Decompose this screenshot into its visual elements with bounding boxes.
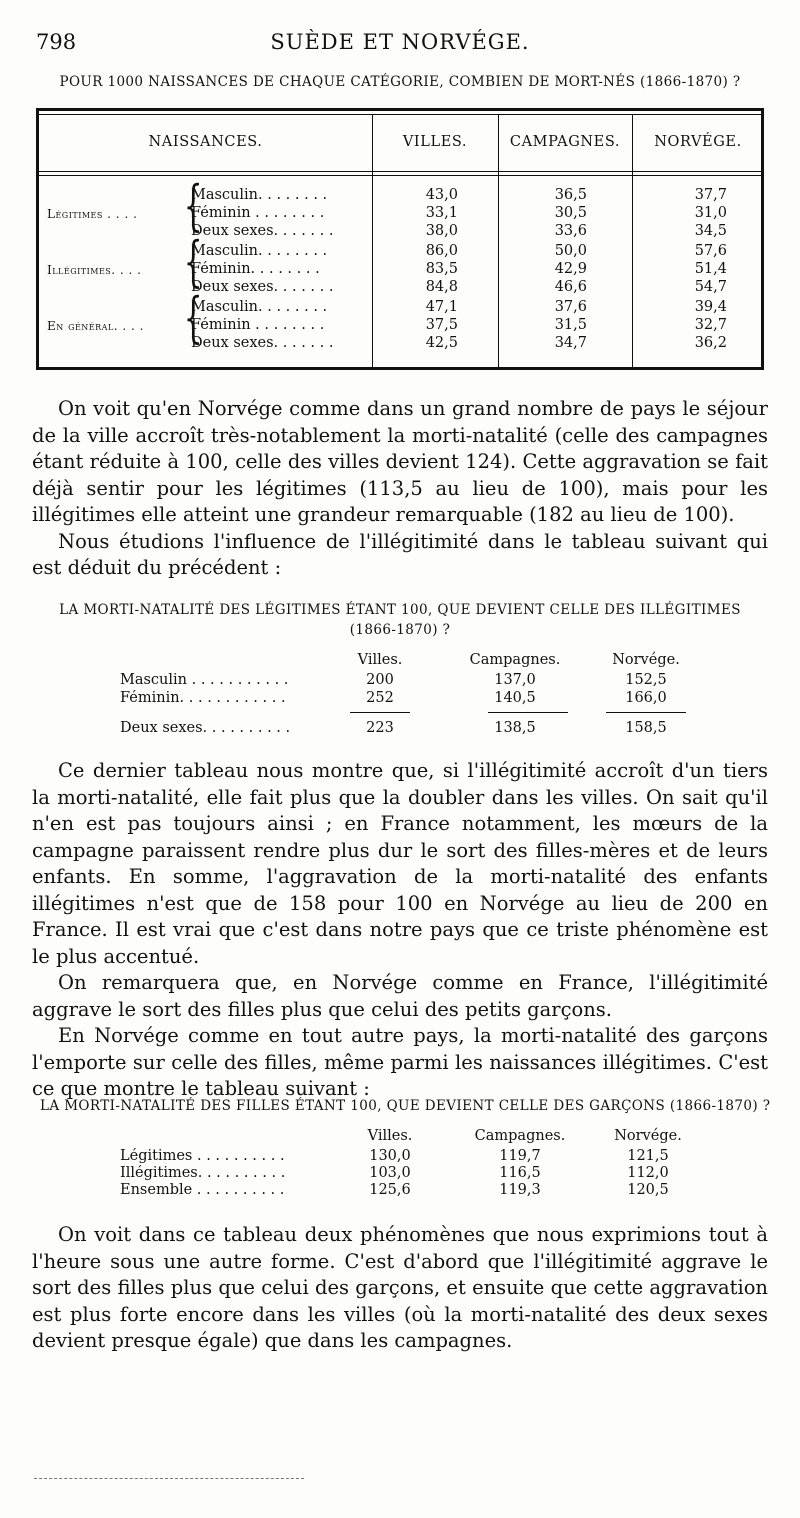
cell-campagnes: 34,7 bbox=[554, 335, 587, 351]
cell-campagnes: 137,0 bbox=[494, 672, 536, 688]
cell-norvege: 51,4 bbox=[694, 261, 727, 277]
header-campagnes: CAMPAGNES. bbox=[509, 134, 621, 150]
table-row bbox=[39, 261, 761, 279]
cell-villes: 103,0 bbox=[369, 1165, 411, 1181]
group-label-en-general: En général. . . . bbox=[47, 319, 144, 333]
header-campagnes: Campagnes. bbox=[474, 1128, 566, 1144]
cell-norvege: 39,4 bbox=[694, 299, 727, 315]
table-row bbox=[39, 187, 761, 205]
cell-villes: 38,0 bbox=[425, 223, 458, 239]
header-norvege: Norvége. bbox=[614, 1128, 682, 1144]
cell-villes: 43,0 bbox=[425, 187, 458, 203]
cell-norvege: 54,7 bbox=[694, 279, 727, 295]
header-campagnes: Campagnes. bbox=[469, 652, 561, 668]
row-label: Illégitimes. . . . . . . . . . bbox=[120, 1165, 286, 1181]
cell-norvege: 32,7 bbox=[694, 317, 727, 333]
running-title: SUÈDE ET NORVÉGE. bbox=[270, 30, 530, 54]
cell-campagnes: 50,0 bbox=[554, 243, 587, 259]
cell-villes: 33,1 bbox=[425, 205, 458, 221]
cell-villes: 84,8 bbox=[425, 279, 458, 295]
row-label: Féminin. . . . . . . . . . . . bbox=[120, 690, 286, 706]
header-villes: Villes. bbox=[357, 652, 403, 668]
cell-campagnes: 30,5 bbox=[554, 205, 587, 221]
header-norvege: NORVÉGE. bbox=[654, 134, 742, 150]
cell-campagnes: 31,5 bbox=[554, 317, 587, 333]
cell-norvege: 152,5 bbox=[625, 672, 667, 688]
group-label-legitimes: Légitimes . . . . bbox=[47, 207, 138, 221]
paragraph: Nous étudions l'influence de l'illégitimité dans le tableau suivant qui est déduit du précédent : bbox=[32, 529, 768, 579]
cell-norvege: 37,7 bbox=[694, 187, 727, 203]
footer-rule bbox=[34, 1478, 304, 1479]
cell-villes: 37,5 bbox=[425, 317, 458, 333]
cell-campagnes: 119,3 bbox=[499, 1182, 541, 1198]
row-label: Masculin . . . . . . . . . . . bbox=[120, 672, 289, 688]
brace-icon: { bbox=[183, 174, 203, 237]
cell-villes: 86,0 bbox=[425, 243, 458, 259]
table1-caption: POUR 1000 NAISSANCES DE CHAQUE CATÉGORIE, COMBIEN DE MORT-NÉS (1866-1870) ? bbox=[59, 74, 741, 90]
row-label: Masculin. . . . . . . . bbox=[191, 187, 328, 203]
cell-campagnes: 140,5 bbox=[494, 690, 536, 706]
sum-rule bbox=[606, 712, 686, 713]
table3-caption: LA MORTI-NATALITÉ DES FILLES ÉTANT 100, QUE DEVIENT CELLE DES GARÇONS (1866-1870) ? bbox=[40, 1098, 771, 1114]
cell-villes: 47,1 bbox=[425, 299, 458, 315]
header-naissances: NAISSANCES. bbox=[148, 134, 263, 150]
row-label: Deux sexes. . . . . . . bbox=[191, 335, 334, 351]
table-row bbox=[39, 223, 761, 241]
cell-villes: 83,5 bbox=[425, 261, 458, 277]
row-label: Deux sexes. . . . . . . bbox=[191, 223, 334, 239]
cell-campagnes: 116,5 bbox=[499, 1165, 541, 1181]
cell-norvege: 121,5 bbox=[627, 1148, 669, 1164]
cell-villes: 42,5 bbox=[425, 335, 458, 351]
text-block-2 bbox=[32, 758, 768, 1103]
cell-campagnes: 36,5 bbox=[554, 187, 587, 203]
cell-campagnes: 37,6 bbox=[554, 299, 587, 315]
table-row bbox=[39, 335, 761, 353]
table-header-rule bbox=[39, 171, 761, 176]
cell-campagnes: 42,9 bbox=[554, 261, 587, 277]
row-label: Deux sexes. . . . . . . bbox=[191, 279, 334, 295]
header-villes: Villes. bbox=[367, 1128, 413, 1144]
cell-villes: 125,6 bbox=[369, 1182, 411, 1198]
page-number: 798 bbox=[36, 30, 77, 54]
table-top-rule bbox=[39, 114, 761, 115]
cell-norvege: 158,5 bbox=[625, 720, 667, 736]
paragraph: Ce dernier tableau nous montre que, si l'illégitimité accroît d'un tiers la morti-natalité, elle fait plus que la doubler dans les villes. On sait qu'il n'en est pas toujours ainsi ; en France notamment, les mœurs de la campagne paraissent rendre plus dur le sort des filles-mères et de leurs enfants. En somme, l'aggravation de la morti-natalité des enfants illégitimes n'est que de 158 pour 100 en Norvége au lieu de 200 en France. Il est vrai que c'est dans notre pays que ce triste phénomène est le plus accentué. bbox=[32, 759, 768, 968]
paragraph: On remarquera que, en Norvége comme en France, l'illégitimité aggrave le sort des filles plus que celui des petits garçons. bbox=[32, 971, 768, 1021]
paragraph: On voit dans ce tableau deux phénomènes que nous exprimions tout à l'heure sous une autre forme. C'est d'abord que l'illégitimité aggrave le sort des filles plus que celui des garçons, et ensuite que cette aggravation est plus forte encore dans les villes (où la morti-natalité des deux sexes devient presque égale) que dans les campagnes. bbox=[32, 1223, 768, 1352]
cell-norvege: 36,2 bbox=[694, 335, 727, 351]
sex-ratio-table bbox=[0, 1128, 800, 1208]
group-label-illegitimes: Illégitimes. . . . bbox=[47, 263, 142, 277]
cell-campagnes: 33,6 bbox=[554, 223, 587, 239]
brace-icon: { bbox=[183, 230, 203, 293]
text-block-3 bbox=[32, 1222, 768, 1355]
header-norvege: Norvége. bbox=[612, 652, 680, 668]
illegitimacy-table bbox=[0, 652, 800, 742]
cell-campagnes: 138,5 bbox=[494, 720, 536, 736]
running-head bbox=[36, 30, 764, 60]
row-label: Ensemble . . . . . . . . . . bbox=[120, 1182, 285, 1198]
brace-icon: { bbox=[183, 286, 203, 349]
sum-rule bbox=[350, 712, 410, 713]
total-label: Deux sexes. . . . . . . . . . bbox=[120, 720, 291, 736]
cell-villes: 252 bbox=[366, 690, 394, 706]
cell-campagnes: 119,7 bbox=[499, 1148, 541, 1164]
cell-villes: 223 bbox=[366, 720, 394, 736]
paragraph: On voit qu'en Norvége comme dans un grand nombre de pays le séjour de la ville accroît très-notablement la morti-natalité (celle des campagnes étant réduite à 100, celle des villes devient 124). Cette aggravation se fait déjà sentir pour les légitimes (113,5 au lieu de 100), mais pour les illégitimes elle atteint une grandeur remarquable (182 au lieu de 100). bbox=[32, 397, 768, 526]
row-label: Féminin . . . . . . . . bbox=[191, 205, 325, 221]
cell-norvege: 166,0 bbox=[625, 690, 667, 706]
row-label: Légitimes . . . . . . . . . . bbox=[120, 1148, 285, 1164]
table-row bbox=[39, 299, 761, 317]
row-label: Masculin. . . . . . . . bbox=[191, 299, 328, 315]
row-label: Féminin. . . . . . . . bbox=[191, 261, 320, 277]
paragraph: En Norvége comme en tout autre pays, la morti-natalité des garçons l'emporte sur celle des filles, même parmi les naissances illégitimes. C'est ce que montre le tableau suivant : bbox=[32, 1024, 768, 1100]
table-row bbox=[39, 205, 761, 223]
cell-norvege: 31,0 bbox=[694, 205, 727, 221]
table2-caption: LA MORTI-NATALITÉ DES LÉGITIMES ÉTANT 100, QUE DEVIENT CELLE DES ILLÉGITIMES bbox=[59, 602, 741, 618]
cell-campagnes: 46,6 bbox=[554, 279, 587, 295]
cell-norvege: 112,0 bbox=[627, 1165, 669, 1181]
cell-norvege: 120,5 bbox=[627, 1182, 669, 1198]
cell-villes: 200 bbox=[366, 672, 394, 688]
row-label: Masculin. . . . . . . . bbox=[191, 243, 328, 259]
text-block-1 bbox=[32, 396, 768, 582]
row-label: Féminin . . . . . . . . bbox=[191, 317, 325, 333]
mortality-table bbox=[36, 108, 764, 370]
cell-norvege: 34,5 bbox=[694, 223, 727, 239]
table-row bbox=[39, 279, 761, 297]
table2-caption-years: (1866-1870) ? bbox=[349, 622, 451, 638]
table-row bbox=[39, 243, 761, 261]
sum-rule bbox=[488, 712, 568, 713]
header-villes: VILLES. bbox=[402, 134, 468, 150]
table-row bbox=[39, 317, 761, 335]
cell-norvege: 57,6 bbox=[694, 243, 727, 259]
cell-villes: 130,0 bbox=[369, 1148, 411, 1164]
